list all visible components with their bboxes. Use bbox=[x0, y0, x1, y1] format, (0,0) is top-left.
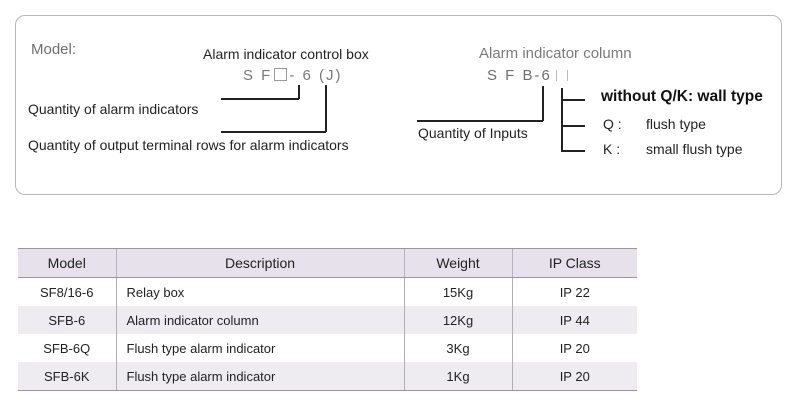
control-box-code bbox=[243, 67, 343, 84]
desc-quantity-of-indicators: Quantity of alarm indicators bbox=[28, 101, 199, 117]
cell-ip-class: IP 44 bbox=[512, 306, 637, 334]
cell-weight: 15Kg bbox=[404, 278, 512, 307]
control-box-code-suffix: - 6 (J) bbox=[289, 67, 343, 84]
cell-weight: 12Kg bbox=[404, 306, 512, 334]
option-bracket-line bbox=[561, 99, 585, 101]
cell-model: SFB-6Q bbox=[43, 340, 91, 356]
option-bracket-line bbox=[561, 125, 585, 127]
cell-weight: 3Kg bbox=[404, 334, 512, 362]
column-code bbox=[487, 67, 568, 84]
column-title: Alarm indicator column bbox=[479, 45, 632, 62]
leader-line bbox=[221, 98, 299, 100]
table-row bbox=[18, 306, 637, 334]
column-header-ip-class: IP Class bbox=[512, 249, 637, 278]
cell-ip-class: IP 22 bbox=[512, 278, 637, 307]
table-header-row bbox=[18, 249, 637, 278]
desc-output-terminal-rows: Quantity of output terminal rows for alarm indicators bbox=[28, 137, 349, 153]
cell-description: Relay box bbox=[116, 278, 404, 307]
leader-line bbox=[325, 85, 327, 132]
cell-description: Flush type alarm indicator bbox=[116, 362, 404, 391]
leader-line bbox=[417, 120, 543, 122]
column-code-prefix: S F B-6 bbox=[487, 67, 552, 84]
table-row bbox=[18, 278, 637, 307]
table-row bbox=[18, 362, 637, 391]
option-bracket-line bbox=[561, 150, 585, 152]
leader-line bbox=[221, 131, 326, 133]
model-code-panel bbox=[15, 15, 782, 195]
option-bracket-line bbox=[561, 88, 563, 151]
leader-line bbox=[542, 86, 544, 121]
control-box-title: Alarm indicator control box bbox=[203, 46, 369, 62]
table-row bbox=[18, 334, 637, 362]
cell-weight: 1Kg bbox=[404, 362, 512, 391]
option-q-code: Q : bbox=[603, 116, 622, 132]
column-header-weight: Weight bbox=[404, 249, 512, 278]
column-header-model: Model bbox=[18, 249, 116, 278]
option-k-code: K : bbox=[603, 141, 621, 157]
placeholder-box-icon bbox=[274, 68, 287, 81]
spec-table bbox=[18, 248, 637, 391]
cell-model: SF8/16-6 bbox=[40, 284, 94, 300]
cell-description: Flush type alarm indicator bbox=[116, 334, 404, 362]
cell-description: Alarm indicator column bbox=[116, 306, 404, 334]
column-header-description: Description bbox=[116, 249, 404, 278]
option-wall-type: without Q/K: wall type bbox=[601, 88, 763, 105]
cell-ip-class: IP 20 bbox=[512, 362, 637, 391]
cell-ip-class: IP 20 bbox=[512, 334, 637, 362]
cell-model: SFB-6 bbox=[18, 306, 116, 334]
placeholder-box-icon bbox=[556, 70, 568, 81]
control-box-code-prefix: S F bbox=[243, 67, 273, 84]
option-k-text: small flush type bbox=[646, 141, 743, 157]
cell-model: SFB-6K bbox=[18, 362, 116, 391]
model-label: Model: bbox=[31, 41, 77, 58]
option-q-text: flush type bbox=[646, 116, 706, 132]
desc-quantity-of-inputs: Quantity of Inputs bbox=[418, 125, 528, 141]
leader-line bbox=[298, 85, 300, 99]
